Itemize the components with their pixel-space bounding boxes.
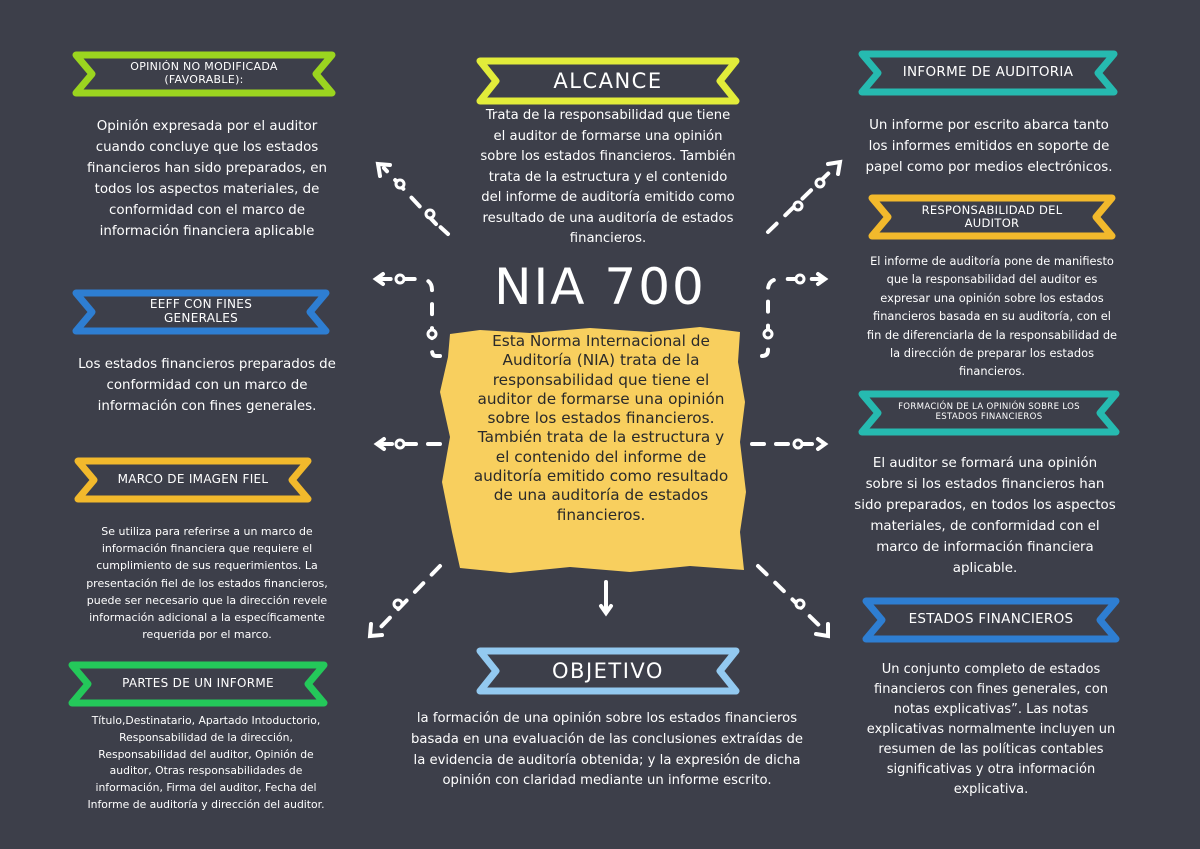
banner-eeff-title: EEFF CON FINES GENERALES <box>149 297 253 325</box>
arrow-middle-left <box>377 439 440 449</box>
banner-partes <box>66 661 330 707</box>
banner-partes-title: PARTES DE UN INFORME <box>122 676 274 691</box>
marco-text: Se utiliza para referirse a un marco de información financiera que requiere el cumplimiento de sus requerimientos. La presentación fiel de los estados financieros, puede ser necesario que la dirección revele información adicional a la específicamente requerida por el marco. <box>86 525 328 642</box>
informe-text: Un informe por escrito abarca tanto los informes emitidos en soporte de papel como por medios electrónicos. <box>865 118 1113 175</box>
partes-text: Título,Destinatario, Apartado Intoductorio, Responsabilidad de la dirección, Responsabilidad del auditor, Opinión de auditor, Otras responsabilidades de información, Firma del auditor, Fecha del Informe de auditoría y dirección del auditor. <box>87 714 325 811</box>
objetivo-text: la formación de una opinión sobre los estados financieros basada en una evaluación de las conclusiones extraídas de la evidencia de auditoría obtenida; y la expresión de dicha opinión con claridad mediante un informe escrito. <box>411 711 803 789</box>
center-description: Esta Norma Internacional de Auditoría (NIA) trata de la responsabilidad que tiene el auditor de formarse una opinión sobre los estados financieros. También trata de la estructura y el contenido del informe de auditoría emitido como resultado de una auditoría de estados financieros. <box>473 332 729 524</box>
banner-estados-title: ESTADOS FINANCIEROS <box>908 611 1074 628</box>
banner-alcance <box>474 57 742 105</box>
arrow-bottom-right <box>758 566 828 636</box>
responsabilidad-text: El informe de auditoría pone de manifiesto que la responsabilidad del auditor es expresar una opinión sobre los estados financieros basada en su auditoría, con el fin de diferenciarla de la responsabilidad de la dirección de preparar los estados financieros. <box>866 254 1118 379</box>
banner-responsabilidad <box>866 194 1118 240</box>
banner-formacion-title: FORMACIÓN DE LA OPINIÓN SOBRE LOS ESTADOS FINANCIEROS <box>898 402 1080 422</box>
estados-text: Un conjunto completo de estados financieros con fines generales, con notas explicativas”. Las notas explicativas normalmente incluyen un resumen de las políticas contables significativas y otra información explicativa. <box>866 662 1116 797</box>
arrow-bottom-left <box>370 566 440 636</box>
center-description-box <box>440 322 755 577</box>
banner-eeff <box>70 289 332 335</box>
banner-estados <box>860 597 1122 643</box>
formacion-text: El auditor se formará una opinión sobre si los estados financieros han sido preparados, en todos los aspectos materiales, de conformidad con el marco de información financiera aplicable. <box>854 456 1116 576</box>
banner-objetivo-title: OBJETIVO <box>552 658 664 683</box>
banner-informe-title: INFORME DE AUDITORIA <box>902 64 1074 81</box>
banner-informe <box>856 50 1120 96</box>
banner-marco-title: MARCO DE IMAGEN FIEL <box>117 472 269 487</box>
banner-opinion <box>70 51 338 97</box>
eeff-text: Los estados financieros preparados de conformidad con un marco de información con fines generales. <box>78 357 336 414</box>
main-title: NIA 700 <box>494 258 706 316</box>
arrow-middle-right <box>752 439 825 449</box>
arrow-bottom-center <box>601 582 611 613</box>
banner-marco <box>72 457 314 503</box>
arrow-upper-right <box>762 274 825 356</box>
banner-alcance-title: ALCANCE <box>553 68 663 93</box>
banner-responsabilidad-title: RESPONSABILIDAD DEL AUDITOR <box>921 202 1063 230</box>
banner-objetivo <box>474 647 742 695</box>
arrow-upper-left <box>376 274 440 356</box>
banner-formacion <box>856 390 1122 436</box>
banner-opinion-title: OPINIÓN NO MODIFICADA (FAVORABLE): <box>130 60 278 86</box>
arrow-top-left <box>378 164 448 234</box>
alcance-text: Trata de la responsabilidad que tiene el auditor de formarse una opinión sobre los estados financieros. También trata de la estructura y el contenido del informe de auditoría emitido como resultado de una auditoría de estados financieros. <box>480 108 736 246</box>
arrow-top-right <box>768 162 840 232</box>
opinion-text: Opinión expresada por el auditor cuando concluye que los estados financieros han sido preparados, en todos los aspectos materiales, de conformidad con el marco de información financiera aplicable <box>87 119 327 239</box>
